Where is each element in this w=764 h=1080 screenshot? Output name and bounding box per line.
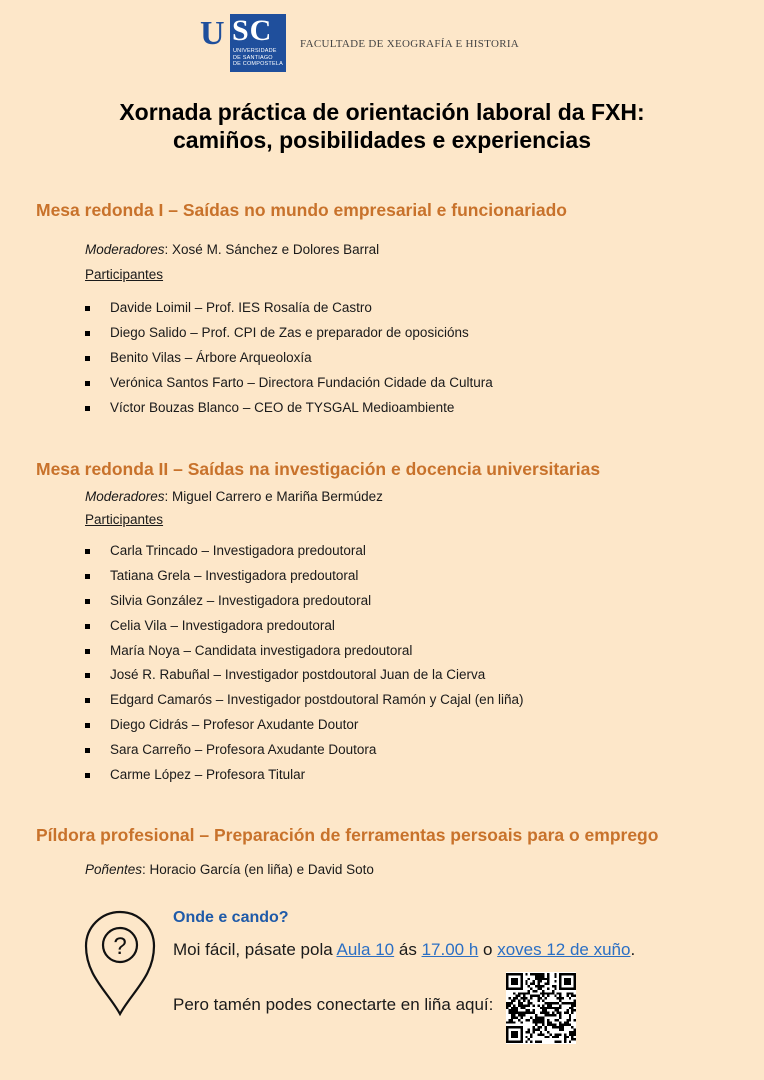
usc-logo [200, 14, 286, 72]
online-text: Pero tamén podes conectarte en liña aquí: [173, 995, 494, 1014]
where-text: Moi fácil, pásate pola Aula 10 ás 17.00 h o xoves 12 de xuño. [173, 940, 636, 959]
list-item: Benito Vilas – Árbore Arqueoloxía [85, 346, 493, 371]
question-mark: ? [113, 933, 127, 960]
list-item: Sara Carreño – Profesora Axudante Doutora [85, 738, 523, 763]
where-heading: Onde e cando? [173, 909, 289, 926]
header [200, 14, 519, 72]
mesa1-participants-list [85, 296, 493, 420]
mesa1-participants-label: Participantes [85, 267, 164, 282]
page-title: Xornada práctica de orientación laboral da FXH: camiños, posibilidades e experiencias [119, 99, 645, 153]
list-item: Edgard Camarós – Investigador postdoutoral Ramón y Cajal (en liña) [85, 688, 523, 713]
list-item: Carme López – Profesora Titular [85, 763, 523, 788]
place-link[interactable]: Aula 10 [336, 940, 395, 959]
date-link[interactable]: xoves 12 de xuño [497, 940, 631, 959]
logo-letter-u: U [200, 15, 225, 52]
list-item: Víctor Bouzas Blanco – CEO de TYSGAL Medioambiente [85, 396, 493, 421]
list-item: Celia Vila – Investigadora predoutoral [85, 614, 523, 639]
logo-subtitle: UNIVERSIDADE DE SANTIAGO DE COMPOSTELA [233, 48, 283, 67]
mesa2-participants-list [85, 539, 523, 788]
list-item: Tatiana Grela – Investigadora predoutoral [85, 564, 523, 589]
list-item: Diego Salido – Prof. CPI de Zas e preparador de oposicións [85, 321, 493, 346]
qr-code[interactable] [506, 972, 576, 1044]
list-item: María Noya – Candidata investigadora predoutoral [85, 639, 523, 664]
pildora-speakers: Poñentes: Horacio García (en liña) e David Soto [85, 862, 374, 877]
mesa1-moderators: Moderadores: Xosé M. Sánchez e Dolores Barral [85, 242, 380, 257]
list-item: Davide Loimil – Prof. IES Rosalía de Castro [85, 296, 493, 321]
mesa2-heading: Mesa redonda II – Saídas na investigación e docencia universitarias [36, 459, 601, 479]
list-item: José R. Rabuñal – Investigador postdoutoral Juan de la Cierva [85, 663, 523, 688]
mesa2-moderators: Moderadores: Miguel Carrero e Mariña Bermúdez [85, 489, 383, 504]
mesa1-heading: Mesa redonda I – Saídas no mundo empresarial e funcionariado [36, 200, 567, 220]
logo-letters-sc: SC [232, 14, 273, 47]
list-item: Verónica Santos Farto – Directora Fundación Cidade da Cultura [85, 371, 493, 396]
list-item: Silvia González – Investigadora predoutoral [85, 589, 523, 614]
time-link[interactable]: 17.00 h [421, 940, 479, 959]
location-pin-icon [84, 910, 156, 1018]
mesa2-participants-label: Participantes [85, 512, 164, 527]
list-item: Diego Cidrás – Profesor Axudante Doutor [85, 713, 523, 738]
faculty-name: FACULTADE DE XEOGRAFÍA E HISTORIA [300, 38, 520, 50]
list-item: Carla Trincado – Investigadora predoutoral [85, 539, 523, 564]
pildora-heading: Píldora profesional – Preparación de ferramentas persoais para o emprego [36, 825, 659, 845]
logo-box [230, 14, 286, 72]
